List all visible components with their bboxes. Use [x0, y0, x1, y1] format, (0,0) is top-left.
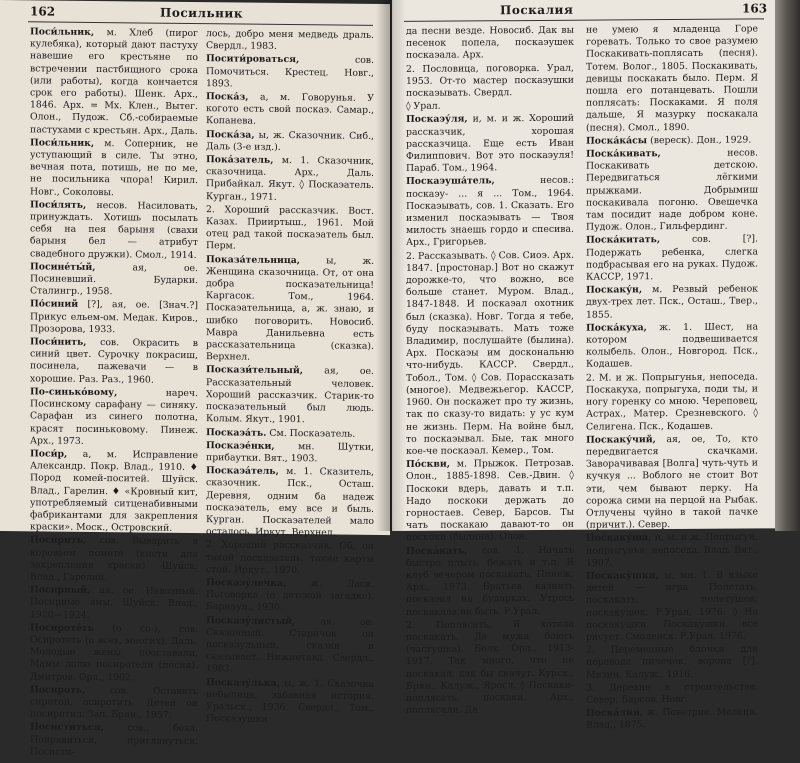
- entry-headword: Посити́роваться,: [206, 53, 300, 66]
- entry-continuation: [206, 539, 374, 577]
- entry-text: ж. Поветрие. Меленк. Влад., 1875.: [586, 706, 758, 732]
- text-column-right-2: [586, 23, 758, 733]
- entry-text: нареч. Посинскому сарафану — синяку. Сарафан из синего полотна, красят посиньковому. Пинеж. Арх., 1973.: [30, 387, 198, 447]
- entry-headword: Поскаэе́нки,: [206, 439, 275, 452]
- dictionary-entry: [206, 427, 374, 441]
- page-number: 162: [30, 4, 56, 19]
- entry-headword: Поси́р,: [30, 448, 68, 460]
- entry-text: сов. Оставить сиротой, осиротить. Детей он посиротил. Зап. Брян., 1957.: [30, 684, 198, 721]
- entry-continuation: [206, 28, 374, 54]
- entry-headword: Посисти́ться,: [30, 721, 104, 734]
- entry-text: ы, ж. Женщина сказочница. От, от она добра поскаэательница! Каргасок. Том., 1964. Поскаэательница, а, ж. знаю, и шибко поговорить. Новосиб. Мавра Данильевна есть рассказательница (сказка). Верхнел.: [206, 255, 374, 363]
- entry-headword: Поскаэа́ть.: [206, 426, 267, 439]
- entry-continuation: [406, 249, 574, 458]
- entry-headword: По́синий: [30, 298, 79, 311]
- entry-text: 2. М. и ж. Попрыгунья, непоседа. Поскакуха, попрыгуха, поди ты, и ногу горенку со мною. Череповец, Астрах., Матер. Срезневского. ◊ Селигена. Пск., Кодашев.: [586, 371, 758, 433]
- entry-continuation: [586, 644, 758, 682]
- entry-text: 2. Поплясать. Я хотела поскакать. Да мужа боюсь (частушка). Болх. Орл., 1913-1917. Так много, что не поскакал, как бы скачут. Курск., Брян., Калуж., Яросл. ◊ Поскаки-поплясать, поскаки. Арх., поплясали. Да: [406, 618, 574, 717]
- page-number: 163: [742, 1, 768, 16]
- dictionary-entry: [30, 622, 198, 685]
- entry-headword: Поси́льник,: [30, 137, 95, 149]
- entry-text: не умею я младенца Горе горевать. Только то свое разумею Поскакивать-поплясать (песня). Тотем. Волог., 1805. Поскакивать, девицы поскакать было. Перм. Я пошла его потанцевать. Пошли поплясать: Поскаками. Я поля дальше, Я мазурку поскакала (песня). Смол., 1890.: [586, 23, 758, 134]
- entry-text: а, м. Говорунья. У когото есть свой поскаэ. Самар., Копанева.: [206, 91, 374, 128]
- entry-continuation: [586, 23, 758, 134]
- entry-headword: Поска́куха,: [586, 322, 647, 334]
- entry-headword: Поскаку́н,: [586, 284, 643, 296]
- entry-headword: Поска́з,: [206, 91, 249, 103]
- entry-text: м. 1. Сказочник, сказочница. Арх., Даль. Прибайкал. Якут. ◊ Поскаэатель. Курган., 1971.: [206, 154, 374, 203]
- entry-text: ая, ое. Посиневший. Бударки. Сталингр., 1958.: [30, 262, 198, 298]
- entry-text: ы, ж. Сказочник. Сиб., Даль (3-е изд.).: [206, 129, 374, 153]
- entry-text: ы, ж. 1. Сказочка небылица, забавная история. Уральск., 1936. Свердл., Том., Поскаэушки: [206, 677, 374, 725]
- entry-headword: Поскаку́шки,: [586, 570, 659, 582]
- entry-continuation: [406, 100, 574, 113]
- dictionary-entry: [206, 254, 374, 366]
- dictionary-entry: [406, 113, 574, 175]
- dictionary-entry: [206, 577, 374, 615]
- entry-text: мн. Шутки, прибаутки. Вят., 1903.: [206, 440, 374, 465]
- entry-text: ая, ое. Сказочный. Старичок он поскаэульный, сказки и сказывает. Нижнетавд. Свердл., 1983.: [206, 615, 374, 675]
- text-column-left-1: [30, 26, 198, 761]
- dictionary-entry: [586, 433, 758, 532]
- dictionary-entry: [30, 448, 198, 535]
- entry-text: ая, ое. Рассказательный человек. Хороший рассказчик. Старик-то поскаэательный был людь. Колым. Якут., 1901.: [206, 365, 374, 426]
- entry-text: несов. Насиловать, принуждать. Хотишь посылать себя на пея барыня (свахи барыня бел — атрибут свадебного дружки). Смол., 1914.: [30, 199, 198, 261]
- entry-continuation: [586, 681, 758, 707]
- dictionary-entry: [30, 535, 198, 586]
- entry-headword: Поси́рить,: [30, 534, 87, 547]
- dictionary-entry: [586, 707, 758, 733]
- entry-headword: Поска́лия,: [586, 707, 643, 719]
- entry-text: ж. Ласк. Поговорка (о детской загадке). Барнаул., 1930.: [206, 578, 374, 614]
- entry-headword: Поси́нить,: [30, 336, 87, 348]
- right-page: [392, 0, 775, 732]
- entry-text: См. Поскаэатель.: [269, 427, 356, 440]
- entry-text: ая, ое, То, кто передвигается скачками. Заворачивавая [Волга] чуть-чуть и кучкуя ... Воблого не стоит Вот эти, чем бывают перку. На сорожа сими на перцой на Рыбак. Отлучены чуйно в такой пачке (причит.). Север.: [586, 433, 758, 531]
- dictionary-entry: [206, 615, 374, 678]
- entry-headword: Поска́кать,: [406, 545, 468, 557]
- entry-headword: Посирный,: [30, 584, 91, 597]
- entry-headword: Посироте́ть: [30, 622, 94, 634]
- header-rule: [28, 21, 373, 26]
- entry-text: сов. 1. Начать быстро плыть, бежать и т.п. Я клуб вечером поскакать. Пинеж. Арх., 1973. Братьев казнить поскаэал на бударках. Утрось поскакала на быть. Р.Урал.: [406, 544, 574, 618]
- dictionary-entry: [30, 261, 198, 299]
- dictionary-entry: [30, 722, 198, 760]
- dictionary-entry: [30, 684, 198, 722]
- entry-headword: Поскаэу́листый,: [206, 614, 296, 627]
- entry-text: 2. Хороший рассказчик. Об, он такой поскаэатель, такие карты стой. Иркут., 1970.: [206, 539, 374, 576]
- entry-continuation: [406, 618, 574, 717]
- entry-text: сов. Помочиться. Крестец. Новг., 1893.: [206, 55, 374, 90]
- entry-text: [?], ая, ое. [Знач.?] Прикус ельем-ом. Медак. Киров., Прозорова, 1933.: [30, 299, 198, 336]
- entry-headword: Поска́китать,: [586, 234, 661, 247]
- entry-text: лось, добро меня медведь драль. Свердл., 1983.: [206, 28, 374, 53]
- entry-continuation: [406, 25, 574, 63]
- text-column-left-2: [206, 28, 374, 728]
- entry-text: сов. Окрасить в синий цвет. Сурочку покрасиш, посинела, пажевачи — в хорошие. Раз. Раз., 1960.: [30, 337, 198, 386]
- entry-text: м. Хлеб (пирог кулебяка), который дают пастуху навешие его крестьяне по встречении пастбищного срока (или работы), когда кончается срок его работы). Шенк. Арх., 1846. Арх. = Мх. Клен., Вытег. Олон., Пудож. Сб.-собираемые пастухами с крестьян. Арх., Даль.: [30, 27, 198, 137]
- entry-text: сов., безл. Понравиться, приглянуться. Посисти-: [30, 722, 198, 758]
- entry-text: несов.: поскаэу- ... я ... Том., 1964. Поскаэывать, сов. 1. Сказать. Его изменил поскаэывать — Твоя милость знаешь гордо и спесива. Арх., Григорьев.: [406, 175, 574, 249]
- dictionary-entry: [586, 134, 758, 147]
- entry-headword: Поска́кивать,: [586, 148, 661, 160]
- running-head: Посильник: [160, 5, 243, 21]
- entry-headword: Поскаку́чий,: [586, 433, 656, 446]
- dictionary-entry: [586, 321, 758, 371]
- entry-headword: Поска́ка́сы: [586, 135, 648, 147]
- dictionary-entry: [406, 544, 574, 618]
- entry-text: (вереск). Дон., 1929.: [650, 134, 752, 147]
- entry-continuation: [586, 371, 758, 433]
- entry-text: сов. Выварить в коровьем помете (кисти для закрепления краски). Шуйск. Влад., Гарелин.: [30, 535, 198, 584]
- entry-text: ая, ое. Навозный. Посирные ямы. Шуйск. Влад., 1920—1924.: [30, 585, 198, 621]
- entry-text: сов. [?]. Подержать ребенка, слегка подбрасывая его на руках. Пудож. КАССР, 1971.: [586, 233, 758, 283]
- entry-text: м. Прыжок. Петрозав. Олон., 1885-1898. Сев.-Двин. ◊ Поскоки вдерь, давать и т.п. Надо поскоки держать до горностаев. Север, Барсов. Ты чать поскакаю давают-то он поскоки (былина). Олон.: [406, 457, 574, 544]
- dictionary-entry: [206, 677, 374, 728]
- entry-text: 2. Рассказывать. ◊ Сов. Сиоэ. Арх. 1847. [простонар.] Вот но скажут дорожке-то, что вожно, все больше станет. Муром. Влад., 1847-1848. И поскаэал охотник был (сказка). Новг. Тогда я тебе, буду поскаэывать. Мать тоже Владимир, послушайте (былина). Арх. Поскаэы им доскональню что-нибудь. КАССР. Свердл., Тобол., Том. ◊ Сов. Порассказать (многое). Медвежьегор. КАССР, 1960. Он поскажет про ту жизнь, так по сказу-то видать: у ус кум не жизнь. Перм. На войне был, то поскаэывал. Бые, так много кое-че поскаэал. Кемер., Том.: [406, 249, 574, 457]
- dictionary-entry: [586, 569, 758, 643]
- page-edges: [775, 0, 800, 531]
- entry-headword: Поскаэуша́тель,: [406, 175, 495, 188]
- dictionary-entry: [206, 91, 374, 129]
- dictionary-entry: [206, 440, 374, 466]
- entry-headword: Поска́за,: [206, 128, 255, 141]
- entry-text: 2. Хороший рассказчик. Вост. Казах. Прииртыш., 1961. Мой отец рад такой поскаэатель был. Перм.: [206, 204, 374, 252]
- entry-text: м. Соперник, не уступающий в силе. Ты этно, вечная пота, потишь, не по ме, не посильника чпорa! Кирил. Новг., Соколовы.: [30, 137, 198, 198]
- entry-text: 3. Деревне в строительстве. Север, Барсов. Новг.: [586, 681, 758, 706]
- entry-headword: Поскаэу́ля,: [406, 113, 468, 126]
- entry-headword: По-синько́вому,: [30, 386, 118, 399]
- entry-headword: Поскази́тельный,: [206, 364, 304, 377]
- dictionary-entry: [206, 465, 374, 540]
- dictionary-entry: [586, 532, 758, 570]
- entry-text: и, м. и ж. Хороший рассказчик, хорошая рассказчица. Еще есть Иван Филиппович. Вот это поскаэуля! Параб. Том., 1964.: [406, 113, 574, 175]
- left-page: [0, 0, 390, 758]
- entry-text: ж. 1. Шест, на котором подвешивается колыбель. Олон., Новгород. Пск., Кодашев.: [586, 321, 758, 371]
- dictionary-entry: [586, 284, 758, 322]
- dictionary-entry: [406, 458, 574, 545]
- entry-continuation: [206, 204, 374, 255]
- dictionary-entry: [206, 54, 374, 92]
- entry-text: ◊ Урал.: [406, 100, 441, 113]
- text-column-right-1: [406, 25, 574, 719]
- dictionary-entry: [206, 154, 374, 205]
- entry-text: м. Резвый ребенок двух-трех лет. Пск., Осташ., Твер., 1855.: [586, 283, 758, 321]
- entry-headword: Посине́ты́й,: [30, 261, 96, 273]
- dictionary-entry: [30, 199, 198, 262]
- entry-text: 2. Пословица, поговорка. Урал, 1953. От-то мастер поскаэушки поскаэывать. Свердл.: [406, 62, 574, 99]
- dictionary-entry: [206, 129, 374, 155]
- dictionary-entry: [586, 147, 758, 234]
- dictionary-entry: [30, 584, 198, 622]
- entry-text: м. 1. Сказитель, сказочник. Пск., Осташ. Деревня, одним ба надеж поскаэатель, ему все и быль. Курган. Поскаэателей мало осталось. Иркут. Верхнел.: [206, 466, 374, 539]
- entry-text: 2. Переменные блочки для перевода пичечек, ворона [?]. Мизин. Калуж., 1916.: [586, 643, 758, 681]
- entry-text: ы, мн. 1. В языке детей — игра Полетать, поскакать, полетушек, поскакушек. Р.Урал, 1976. ◊ На поскакушки. Поскакушки, все рисует. Смоленск. Р.Урал, 1976.: [586, 569, 758, 643]
- entry-text: и, м. и ж. Попрыгун, попрыгунья; непоседа. Влад. Вят., 1907.: [586, 531, 758, 569]
- entry-continuation: [406, 62, 574, 100]
- dictionary-entry: [586, 234, 758, 284]
- entry-headword: Показа́тельница,: [206, 253, 301, 266]
- entry-text: а, м. Исправление Александр. Покр. Влад., 1910. ♦ Пород комей-поситей. Шуйск. Влад., Гарелин. ♦ «Кровный кит, употребляемый ситценабивными фабрикантами для закрепления краски». Моск., Островский.: [30, 448, 198, 534]
- entry-headword: Поскаэа́тель,: [206, 465, 279, 478]
- entry-headword: Поскаку́ша,: [586, 532, 652, 544]
- entry-text: (о со-), сов. Осиротеть (о всех, многих). Даль. Молодые жены пооставали, Мамы долю посиротели (песня). Дмитров. Орл., 1902.: [30, 622, 198, 683]
- dictionary-entry: [30, 336, 198, 387]
- dictionary-entry: [30, 386, 198, 449]
- running-head: Поскалия: [500, 2, 574, 18]
- entry-text: несов. Поскакивать детскою. Передвигаться лёгкими прыжками. Добрымиш поскакивала погоню. Овешечка там посидит наде добром коне. Пудож. Олон., Гильфердинг.: [586, 147, 758, 233]
- dictionary-entry: [206, 365, 374, 428]
- entry-headword: Поси́льник,: [30, 26, 95, 38]
- header-rule: [404, 18, 764, 22]
- dictionary-entry: [30, 26, 198, 138]
- dictionary-entry: [406, 175, 574, 249]
- dictionary-entry: [30, 299, 198, 337]
- entry-headword: Пока́затель,: [206, 154, 274, 166]
- entry-headword: Посироть,: [30, 684, 86, 696]
- entry-headword: Поскаэу́лька,: [206, 676, 280, 689]
- entry-headword: По́скви,: [406, 458, 450, 471]
- dictionary-entry: [30, 137, 198, 200]
- entry-headword: Поси́лять,: [30, 199, 87, 211]
- entry-text: да песни везде. Новосиб. Дак вы песенок попела, поскаэушек поскаэала. Арх.: [406, 24, 574, 62]
- entry-headword: Поскаэу́лечка,: [206, 577, 287, 589]
